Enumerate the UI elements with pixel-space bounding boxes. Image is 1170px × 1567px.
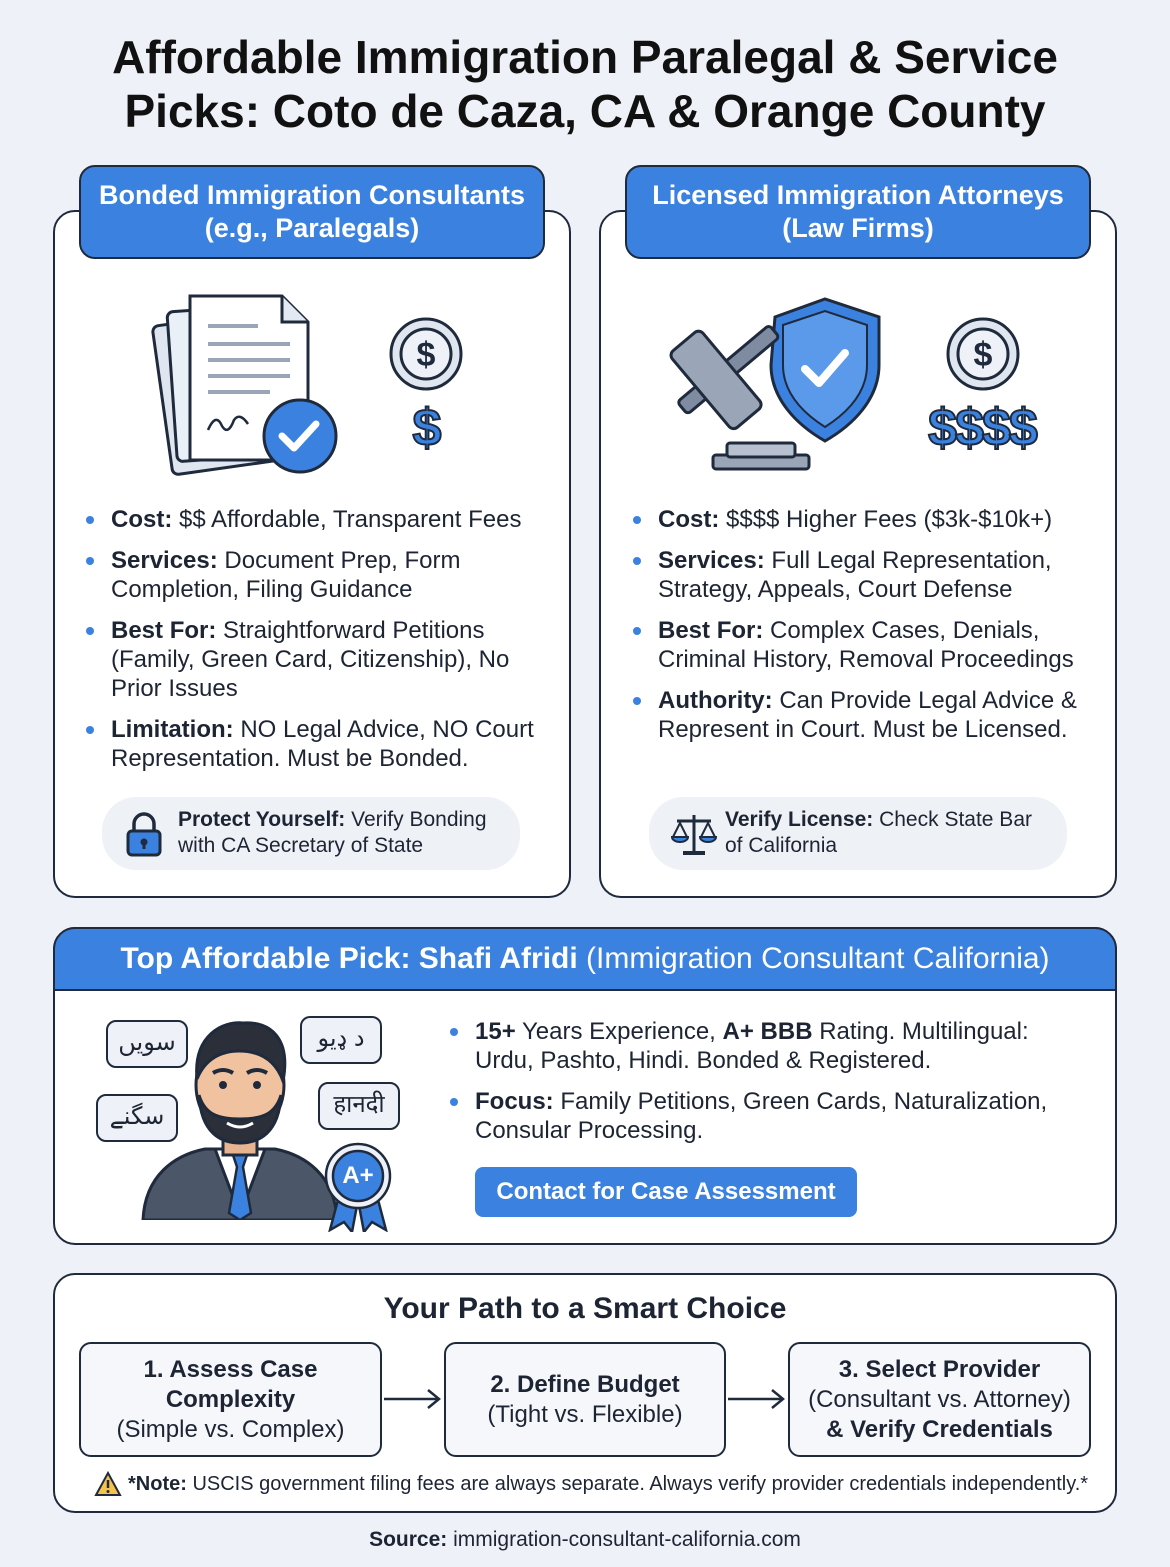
coin-icon	[388, 316, 464, 392]
warning-icon	[94, 1471, 122, 1497]
consultants-tab	[79, 165, 545, 259]
attorneys-bullets	[631, 505, 1101, 756]
attorneys-tab-line-2: (Law Firms)	[782, 213, 934, 243]
verify-bonding-text: Protect Yourself: Verify Bonding with CA Secretary of State	[178, 808, 487, 857]
contact-assessment-button[interactable]: Contact for Case Assessment	[475, 1167, 857, 1217]
gavel-shield-icon	[655, 295, 890, 475]
arrow-right-icon	[726, 1387, 788, 1411]
svg-text:$: $	[973, 336, 993, 374]
title-line-2: Picks: Coto de Caza, CA & Orange County	[124, 85, 1046, 137]
title-line-1: Affordable Immigration Paralegal & Service	[112, 31, 1058, 83]
fees-note: *Note: USCIS government filing fees are always separate. Always verify provider credentials independently.*	[128, 1473, 1089, 1495]
list-item: 15+ Years Experience, A+ BBB Rating. Multilingual: Urdu, Pashto, Hindi. Bonded & Registered.	[448, 1017, 1088, 1075]
consultants-bullets	[84, 505, 554, 785]
verify-bonding-tip	[102, 797, 520, 870]
source-line: Source: immigration-consultant-california.com	[369, 1528, 801, 1551]
language-bubble-hindi: हानदी	[318, 1082, 400, 1130]
top-pick-bullets	[448, 1017, 1088, 1157]
list-item: Focus: Family Petitions, Green Cards, Naturalization, Consular Processing.	[448, 1087, 1088, 1145]
attorneys-tab	[625, 165, 1091, 259]
language-bubble-sindhi: سگنے	[96, 1094, 178, 1142]
step-assess: 1. Assess Case Complexity (Simple vs. Complex)	[79, 1342, 382, 1457]
rating-badge-label: A+	[342, 1162, 374, 1189]
lock-icon	[124, 811, 164, 857]
path-heading: Your Path to a Smart Choice	[383, 1292, 787, 1325]
list-item: Cost: $$$$ Higher Fees ($3k-$10k+)	[631, 505, 1101, 534]
consultants-tab-line-2: (e.g., Paralegals)	[204, 213, 420, 243]
top-pick-heading: Top Affordable Pick: Shafi Afridi (Immigration Consultant California)	[53, 927, 1117, 991]
step-budget: 2. Define Budget (Tight vs. Flexible)	[444, 1342, 726, 1457]
attorneys-tab-line-1: Licensed Immigration Attorneys	[652, 180, 1064, 210]
list-item: Cost: $$ Affordable, Transparent Fees	[84, 505, 554, 534]
step-select: 3. Select Provider (Consultant vs. Attorney) & Verify Credentials	[788, 1342, 1091, 1457]
arrow-right-icon	[382, 1387, 444, 1411]
document-check-icon	[150, 290, 350, 480]
price-level-low: $	[412, 399, 442, 457]
language-bubble-urdu: سویں	[106, 1020, 188, 1068]
page-title	[0, 30, 1170, 138]
verify-license-tip	[649, 797, 1067, 870]
list-item: Services: Full Legal Representation, Strategy, Appeals, Court Defense	[631, 546, 1101, 604]
list-item: Services: Document Prep, Form Completion, Filing Guidance	[84, 546, 554, 604]
scales-icon	[671, 811, 717, 857]
coin-icon	[945, 316, 1021, 392]
svg-text:$: $	[416, 336, 436, 374]
list-item: Limitation: NO Legal Advice, NO Court Representation. Must be Bonded.	[84, 715, 554, 773]
list-item: Best For: Straightforward Petitions (Family, Green Card, Citizenship), No Prior Issues	[84, 616, 554, 703]
price-level-high: $$$$	[928, 399, 1036, 457]
consultants-tab-line-1: Bonded Immigration Consultants	[98, 180, 525, 210]
language-bubble-pashto: د ډیو	[300, 1016, 382, 1064]
list-item: Best For: Complex Cases, Denials, Criminal History, Removal Proceedings	[631, 616, 1101, 674]
verify-license-text: Verify License: Check State Bar of California	[725, 808, 1032, 857]
list-item: Authority: Can Provide Legal Advice & Represent in Court. Must be Licensed.	[631, 686, 1101, 744]
